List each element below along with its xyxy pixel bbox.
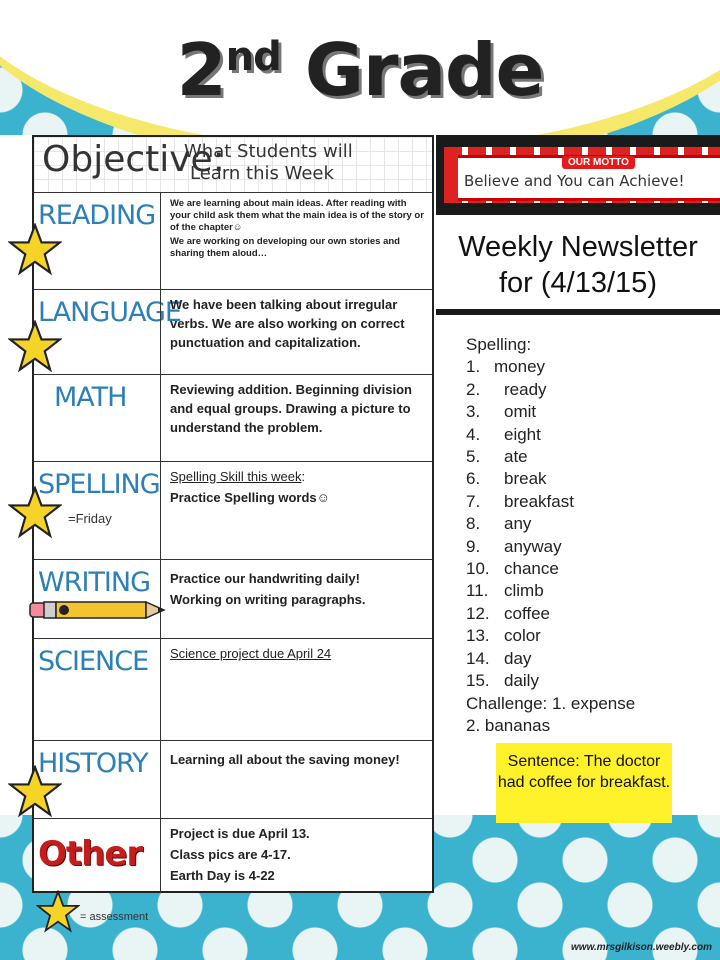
objective-subtitle: What Students will Learn this Week	[184, 141, 353, 184]
subject-description: Reviewing addition. Beginning division and equal groups. Drawing a picture to understand the problem.	[170, 382, 412, 435]
spelling-word: 15. daily	[466, 671, 539, 691]
subject-description: Practice our handwriting daily! Working on writing paragraphs.	[170, 571, 366, 607]
star-icon	[8, 486, 62, 540]
spelling-heading: Spelling:	[466, 335, 532, 354]
website-link[interactable]: www.mrsgilkison.weebly.com	[571, 942, 712, 953]
subject-label: HISTORY	[38, 748, 148, 779]
row-reading	[34, 192, 432, 290]
spelling-word: 13. color	[466, 626, 541, 646]
subject-description: We are learning about main ideas. After reading with your child ask them what the main idea is of the story or of the chapter☺ We are working on developing our own stories and sharing them aloud…	[170, 198, 424, 259]
subject-label: MATH	[54, 382, 127, 413]
subject-description: Science project due April 24	[170, 646, 332, 661]
spelling-word: 9. anyway	[466, 536, 562, 556]
subject-description: We have been talking about irregular verbs. We are also working on correct punctuation and capitalization.	[170, 297, 405, 350]
pencil-icon	[28, 595, 168, 625]
motto-text: Believe and You can Achieve!	[464, 172, 685, 190]
challenge-words-2: 2. bananas	[466, 715, 551, 735]
spelling-word: 6. break	[466, 469, 547, 489]
spelling-word: 7. breakfast	[466, 491, 574, 511]
star-icon	[8, 765, 62, 819]
motto-banner	[436, 135, 720, 215]
spelling-word: 5. ate	[466, 447, 528, 467]
spelling-word: 14. day	[466, 648, 532, 668]
motto-label: OUR MOTTO	[562, 156, 635, 169]
spelling-words	[466, 356, 706, 692]
spelling-word: 4. eight	[466, 424, 541, 444]
row-math	[34, 374, 432, 462]
legend-star-icon	[36, 890, 80, 934]
row-language	[34, 289, 432, 375]
star-icon	[8, 223, 62, 277]
subject-label: READING	[38, 200, 156, 231]
objective-header	[34, 137, 432, 193]
page-title: 2nd Grade	[176, 28, 544, 112]
subject-description: Spelling Skill this week: Practice Spelling words☺	[170, 469, 330, 505]
subject-label: LANGUAGE	[38, 297, 181, 328]
objective-title: Objective:	[42, 139, 225, 180]
spelling-word: 8. any	[466, 514, 532, 534]
challenge-words: Challenge: 1. expense	[466, 693, 636, 713]
row-history	[34, 740, 432, 819]
subject-label: SCIENCE	[38, 646, 149, 677]
subject-label: SPELLING	[38, 469, 160, 500]
row-other	[34, 818, 432, 893]
spelling-list	[466, 334, 706, 737]
subject-label: WRITING	[38, 567, 150, 598]
spelling-word: 11. climb	[466, 581, 544, 601]
newsletter-heading: Weekly Newsletter for (4/13/15)	[436, 215, 720, 315]
friday-note: =Friday	[68, 511, 112, 526]
subject-label: Other	[38, 834, 143, 874]
spelling-word: 10. chance	[466, 559, 559, 579]
subject-description: Project is due April 13. Class pics are 4-17. Earth Day is 4-22	[170, 826, 310, 883]
spelling-word: 1. money	[466, 357, 546, 377]
assessment-legend: = assessment	[80, 911, 149, 923]
row-science	[34, 638, 432, 741]
spelling-sentence: Sentence: The doctor had coffee for breakfast.	[496, 743, 672, 823]
spelling-word: 12. coffee	[466, 603, 551, 623]
subject-description: Learning all about the saving money!	[170, 752, 400, 767]
star-icon	[8, 320, 62, 374]
spelling-word: 2. ready	[466, 379, 547, 399]
spelling-word: 3. omit	[466, 402, 537, 422]
